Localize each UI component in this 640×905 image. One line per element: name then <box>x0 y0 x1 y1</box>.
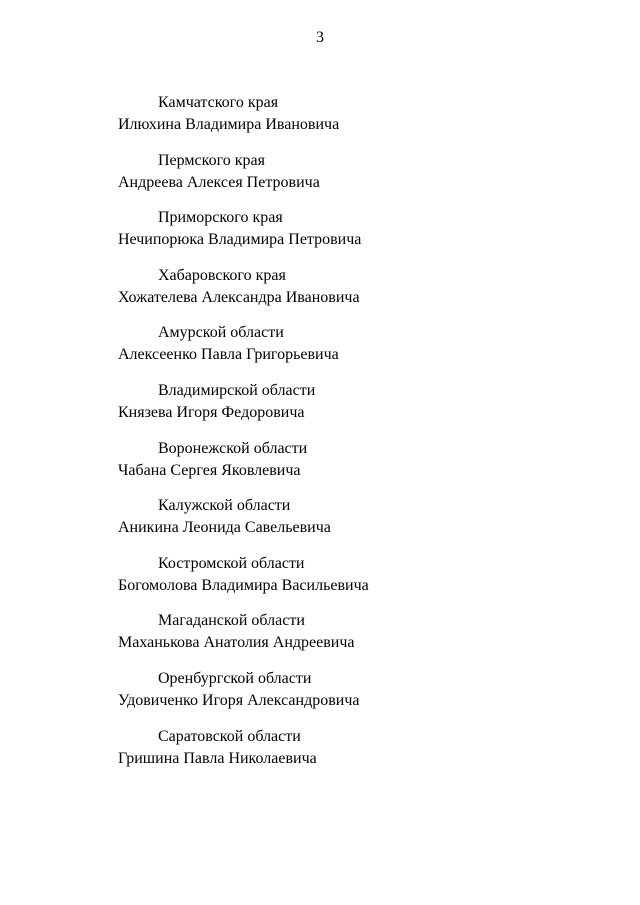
person-name: Князева Игоря Федоровича <box>118 403 305 421</box>
region-name: Хабаровского края <box>158 266 286 284</box>
appointment-list <box>118 92 598 783</box>
region-name: Камчатского края <box>158 94 279 111</box>
region-name: Калужской области <box>158 497 291 515</box>
list-item <box>118 438 598 496</box>
person-name: Андреева Алексея Петровича <box>118 173 320 191</box>
person-name: Аникина Леонида Савельевича <box>118 519 331 537</box>
list-item <box>118 553 598 611</box>
person-name: Хожателева Александра Ивановича <box>118 288 360 306</box>
person-name: Нечипорюка Владимира Петровича <box>118 231 362 249</box>
region-name: Оренбургской области <box>158 669 312 687</box>
person-name: Чабана Сергея Яковлевича <box>118 461 301 479</box>
region-name: Амурской области <box>158 324 284 342</box>
person-name: Алексеенко Павла Григорьевича <box>118 346 339 364</box>
list-item <box>118 495 598 553</box>
list-item <box>118 322 598 380</box>
region-name: Костромской области <box>158 554 305 572</box>
page-number: 3 <box>316 29 324 46</box>
list-item <box>118 726 598 784</box>
person-name: Удовиченко Игоря Александровича <box>118 691 360 709</box>
person-name: Гришина Павла Николаевича <box>118 749 317 767</box>
list-item <box>118 668 598 726</box>
list-item <box>118 265 598 323</box>
list-item <box>118 150 598 208</box>
region-name: Воронежской области <box>158 439 308 457</box>
person-name: Богомолова Владимира Васильевича <box>118 576 369 594</box>
region-name: Пермского края <box>158 151 265 169</box>
region-name: Магаданской области <box>158 612 305 630</box>
region-name: Владимирской области <box>158 381 316 399</box>
person-name: Илюхина Владимира Ивановича <box>118 116 340 133</box>
list-item <box>118 207 598 265</box>
list-item <box>118 380 598 438</box>
region-name: Приморского края <box>158 209 283 227</box>
list-item <box>118 92 598 150</box>
region-name: Саратовской области <box>158 727 301 745</box>
list-item <box>118 610 598 668</box>
person-name: Маханькова Анатолия Андреевича <box>118 634 355 652</box>
